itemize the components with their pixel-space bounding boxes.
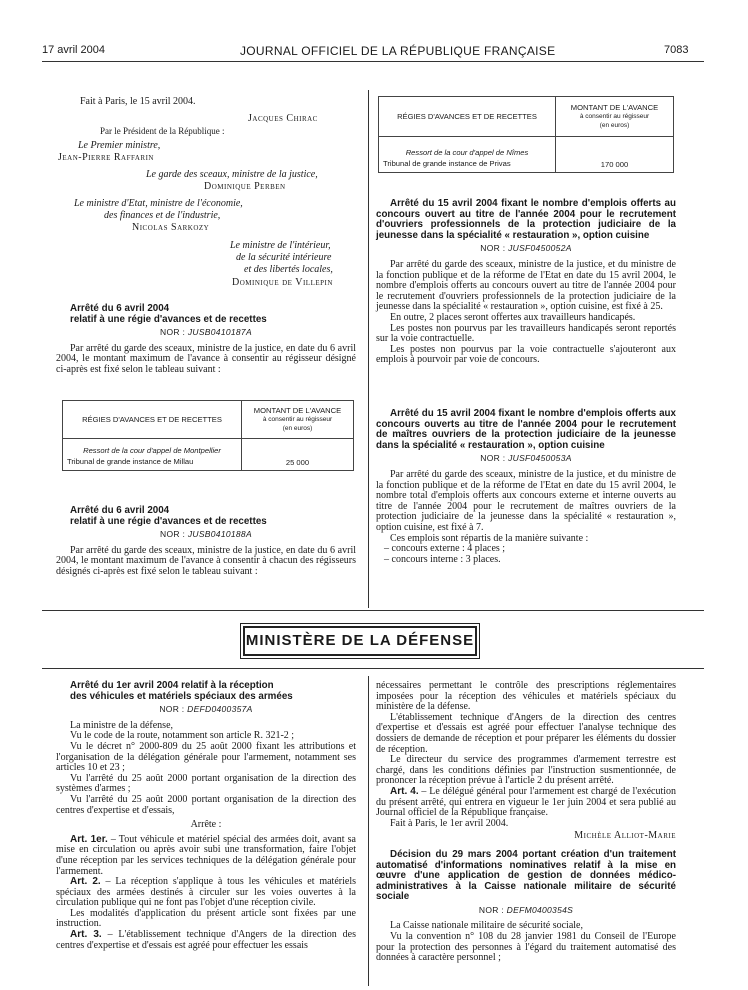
arrete-1 (56, 304, 356, 376)
place-date: Fait à Paris, le 15 avril 2004. (80, 96, 196, 107)
arrete-5-r3: Le directeur du service des programmes d'armement terrestre est chargé, dans les conditions définies par l'instruction susmentionnée, de prononcer la réception prévue à l'article 2 du présent arrêté. (376, 754, 676, 787)
arrete-2-nor: NOR : JUSB0410188A (160, 529, 252, 540)
arrete-1-body: Par arrêté du garde des sceaux, ministre de la justice, en date du 6 avril 2004, le montant maximum de l'avance à consentir au régisseur désigné ci-après est fixé selon le tableau suivant : (56, 342, 356, 375)
arrete-4 (376, 409, 676, 565)
ministry-banner: MINISTÈRE DE LA DÉFENSE (243, 626, 477, 656)
pm-name: Jean-Pierre Raffarin (58, 152, 154, 163)
arrete-3-nor: NOR : JUSF0450052A (480, 243, 572, 254)
int-title-1: Le ministre de l'intérieur, (230, 240, 331, 251)
by-president: Par le Président de la République : (100, 126, 225, 136)
arrete-1-title-2: relatif à une régie d'avances et de recettes (70, 313, 267, 325)
table-2-row: Ressort de la cour d'appel de Nîmes Tribunal de grande instance de Privas (379, 137, 556, 173)
table-1-col1-header: RÉGIES D'AVANCES ET DE RECETTES (63, 401, 242, 439)
pm-title: Le Premier ministre, (78, 140, 161, 151)
decision-title: Décision du 29 mars 2004 portant création d'un traitement automatisé d'informations nominatives relatif à la mise en œuvre d'une application de gestion de données médico-administratives à la Caisse nationale militaire de sécurité sociale (376, 848, 676, 903)
arrete-5-art4: Art. 4. – Le délégué général pour l'armement est chargé de l'exécution du présent arrêté, qui entrera en vigueur le 1er juin 2004 et sera publié au Journal officiel de la République française. (376, 785, 676, 819)
arrete-4-title: Arrêté du 15 avril 2004 fixant le nombre d'emplois offerts aux concours ouverts au titre de l'année 2004 pour le recrutement de maîtres ouvriers de la protection judiciaire de la jeunesse dans la spécialité « restauration », option cuisine (376, 408, 676, 451)
arrete-5 (56, 681, 356, 951)
arrete-2 (56, 506, 356, 578)
arrete-4-p2: Ces emplois sont répartis de la manière suivante : (390, 532, 589, 544)
table-2-col1-header: RÉGIES D'AVANCES ET DE RECETTES (379, 97, 556, 137)
eco-name: Nicolas Sarkozy (132, 222, 210, 233)
arrete-5-title-2: des véhicules et matériels spéciaux des armées (70, 690, 293, 702)
arrete-2-title-2: relatif à une régie d'avances et de recettes (70, 515, 267, 527)
int-title-3: et des libertés locales, (244, 264, 333, 275)
table-2-col2-header: MONTANT DE L'AVANCE à consentir au régisseur (en euros) (556, 97, 674, 137)
arrete-5-art2: Art. 2. – La réception s'applique à tous les véhicules et matériels spéciaux des armées destinés à circuler sur les voies ouvertes à la circulation publique qui ne font pas l'objet d'une réception civile. (56, 876, 356, 909)
int-title-2: de la sécurité intérieure (236, 252, 332, 263)
eco-title-2: des finances et de l'industrie, (104, 210, 221, 221)
arrete-3-p2: En outre, 2 places seront offertes aux travailleurs handicapés. (390, 311, 636, 323)
table-top-right (378, 96, 674, 173)
column-divider-top (368, 90, 369, 608)
header-page-number: 7083 (664, 44, 689, 56)
arrete-3-title: Arrêté du 15 avril 2004 fixant le nombre d'emplois offerts au concours ouvert au titre de l'année 2004 pour le recrutement d'ouvriers professionnels de la protection judiciaire de la jeunesse dans la spécialité « restauration », option cuisine (376, 198, 676, 241)
arrete-5-signature: Michèle Alliot-Marie (574, 830, 676, 842)
arrete-5-v3: Vu le décret n° 2000-809 du 25 août 2000 fixant les attributions et l'organisation de la délégation générale pour l'armement, notamment ses articles 10 et 23 ; (56, 740, 356, 774)
arrete-5-v4: Vu l'arrêté du 25 août 2000 portant organisation de la direction des systèmes d'armes ; (56, 772, 356, 795)
arrete-5-continued (376, 681, 676, 964)
arrete-1-nor: NOR : JUSB0410187A (160, 327, 252, 338)
arrete-4-nor: NOR : JUSF0450053A (480, 453, 572, 464)
arrete-5-v5: Vu l'arrêté du 25 août 2000 portant organisation de la direction des centres d'expertise et d'essais, (56, 793, 356, 816)
header-date: 17 avril 2004 (42, 44, 105, 56)
president-name: Jacques Chirac (248, 113, 318, 124)
arrete-1-table (62, 400, 354, 471)
arrete-5-art1: Art. 1er. – Tout véhicule et matériel spécial des armées doit, avant sa mise en circulation ou après avoir subi une transformation, faire l'objet d'une réception par les services techniques de la délégation générale pour l'armement. (56, 833, 356, 877)
table-1-col2-header: MONTANT DE L'AVANCE à consentir au régisseur (en euros) (242, 401, 354, 439)
arrete-4-p1: Par arrêté du garde des sceaux, ministre de la justice, et du ministre de la fonction publique et de la réforme de l'Etat en date du 15 avril 2004, le nombre total d'emplois offerts aux concours externe et interne ouverts au titre de l'année 2004 pour le recrutement de maîtres ouvriers de la protection judiciaire de la jeunesse dans la spécialité « restauration », option cuisine, est fixé à 7. (376, 468, 676, 533)
eco-title-1: Le ministre d'Etat, ministre de l'économie, (74, 198, 243, 209)
arrete-3 (376, 199, 676, 366)
arrete-5-title-1: Arrêté du 1er avril 2004 relatif à la réception (70, 680, 274, 691)
arrete-4-p4: – concours interne : 3 places. (384, 553, 501, 565)
arrete-5-fait: Fait à Paris, le 1er avril 2004. (390, 817, 509, 829)
header-journal: JOURNAL OFFICIEL DE LA RÉPUBLIQUE FRANÇAISE (240, 44, 556, 58)
arrete-3-p1: Par arrêté du garde des sceaux, ministre de la justice, et du ministre de la fonction publique et de la réforme de l'Etat en date du 15 avril 2004, le nombre d'emplois offerts au concours ouvert au titre de l'année 2004 pour le recrutement d'ouvriers professionnels de la protection judiciaire de la jeunesse dans la spécialité « restauration », option cuisine, est fixé à 25. (376, 258, 676, 313)
table-1-row: Ressort de la cour d'appel de Montpellier Tribunal de grande instance de Millau (63, 439, 242, 471)
arrete-5-r2: L'établissement technique d'Angers de la direction des centres d'expertise et d'essais est agréé pour effectuer l'analyse technique des dossiers de demande de réception et pour préparer les éléments du dossier de réception. (376, 711, 676, 755)
decision-p1: La Caisse nationale militaire de sécurité sociale, (390, 920, 583, 932)
justice-name: Dominique Perben (204, 181, 286, 192)
arrete-1-title-1: Arrêté du 6 avril 2004 (70, 303, 170, 314)
arrete-5-v1: La ministre de la défense, (70, 719, 174, 731)
arrete-3-p3: Les postes non pourvus par les travailleurs handicapés seront reportés sur la voie contractuelle. (376, 322, 676, 345)
arrete-5-nor: NOR : DEFD0400357A (159, 704, 253, 715)
page-header (0, 44, 748, 62)
arrete-2-body: Par arrêté du garde des sceaux, ministre de la justice, en date du 6 avril 2004, le montant maximum de l'avance à consentir à chacun des régisseurs désignés ci-après est fixé selon le tableau suivant : (56, 544, 356, 577)
justice-title: Le garde des sceaux, ministre de la justice, (146, 169, 318, 180)
table-1-amount: 25 000 (242, 439, 354, 471)
table-2-amount: 170 000 (556, 137, 674, 173)
arrete-4-p3: – concours externe : 4 places ; (384, 543, 506, 555)
ministry-rule-top (42, 610, 704, 611)
column-divider-bottom (368, 676, 369, 986)
header-rule (42, 61, 704, 62)
arrete-5-arrete: Arrête : (190, 819, 222, 831)
arrete-3-p4: Les postes non pourvus par la voie contractuelle s'ajouteront aux emplois à pourvoir par voie de concours. (376, 343, 676, 366)
arrete-5-art3: Art. 3. – L'établissement technique d'Angers de la direction des centres d'expertise et d'essais est agréé pour effectuer les essais (56, 929, 356, 951)
decision-p2: Vu la convention n° 108 du 28 janvier 1981 du Conseil de l'Europe pour la protection des personnes à l'égard du traitement automatisé des données à caractère personnel ; (376, 931, 676, 964)
arrete-5-v2: Vu le code de la route, notamment son article R. 321-2 ; (70, 730, 295, 742)
ministry-rule-bottom (42, 668, 704, 669)
arrete-2-title-1: Arrêté du 6 avril 2004 (70, 505, 170, 516)
arrete-5-r1: nécessaires permettant le contrôle des prescriptions réglementaires imposées pour la réception des véhicules et matériels spéciaux du ministère de la défense. (376, 680, 676, 713)
decision-nor: NOR : DEFM0400354S (478, 904, 574, 915)
int-name: Dominique de Villepin (232, 277, 333, 288)
arrete-5-art2b: Les modalités d'application du présent article sont fixées par une instruction. (56, 907, 356, 930)
